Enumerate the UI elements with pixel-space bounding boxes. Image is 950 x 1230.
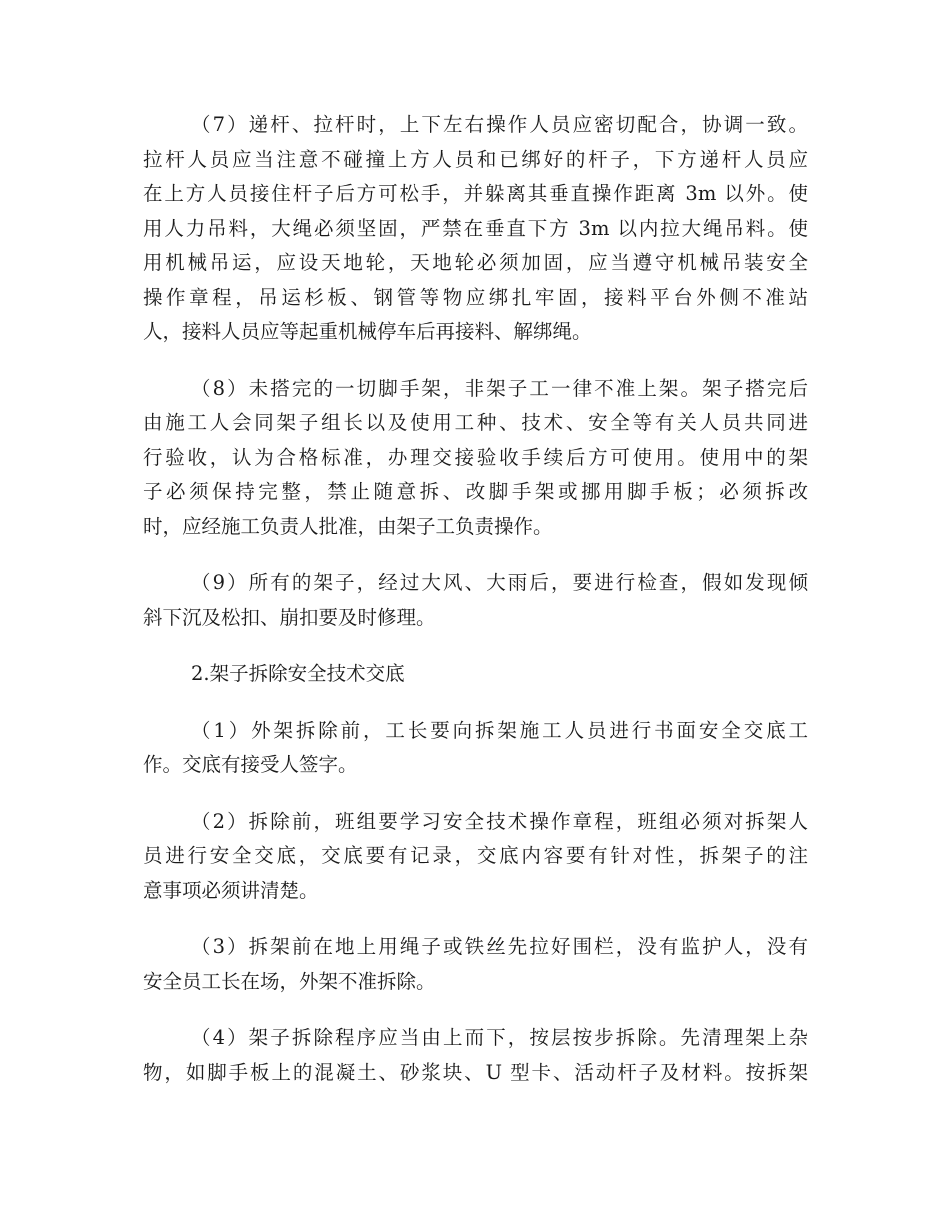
paragraph-item-9 [143, 566, 808, 635]
text-line: 作。交底有接受人签字。 [143, 753, 358, 776]
text-line: 行验收，认为合格标准，办理交接验收手续后方可使用。使用中的架 [143, 445, 808, 469]
text-line: 物，如脚手板上的混凝土、砂浆块、U 型卡、活动杆子及材料。按拆架 [143, 1060, 808, 1084]
text-line: 由施工人会同架子组长以及使用工种、技术、安全等有关人员共同进 [143, 411, 808, 434]
paragraph-spacer [143, 908, 808, 930]
paragraph-spacer [143, 350, 808, 372]
section-heading-text: 2.架子拆除安全技术交底 [191, 662, 405, 685]
text-line: 在上方人员接住杆子后方可松手，并躲离其垂直操作距离 3m 以外。使 [143, 182, 808, 205]
paragraph-dismantle-4 [143, 1021, 808, 1090]
text-line: 用机械吊运，应设天地轮，天地轮必须加固，应当遵守机械吊装安全 [143, 251, 808, 274]
paragraph-dismantle-2 [143, 805, 808, 909]
paragraph-spacer [143, 692, 808, 714]
paragraph-item-8 [143, 372, 808, 545]
text-line: （7）递杆、拉杆时，上下左右操作人员应密切配合，协调一致。 [191, 113, 808, 136]
paragraph-item-7 [143, 108, 808, 350]
text-line: 时，应经施工负责人批准，由架子工负责操作。 [143, 514, 553, 538]
text-line: 拉杆人员应当注意不碰撞上方人员和已绑好的杆子，下方递杆人员应 [143, 147, 808, 171]
text-line: 安全员工长在场，外架不准拆除。 [143, 969, 436, 993]
text-line: （3）拆架前在地上用绳子或铁丝先拉好围栏，没有监护人，没有 [191, 935, 808, 958]
paragraph-spacer [143, 544, 808, 566]
paragraph-dismantle-3 [143, 930, 808, 999]
text-line: 用人力吊料，大绳必须坚固，严禁在垂直下方 3m 以内拉大绳吊料。使 [143, 216, 808, 240]
text-line: （2）拆除前，班组要学习安全技术操作章程，班组必须对拆架人 [191, 809, 808, 833]
text-line: 人，接料人员应等起重机械停车后再接料、解绑绳。 [143, 320, 592, 343]
paragraph-dismantle-1 [143, 714, 808, 783]
paragraph-spacer [143, 635, 808, 657]
text-line: （8）未搭完的一切脚手架，非架子工一律不准上架。架子搭完后 [191, 376, 808, 400]
section-heading [143, 657, 808, 692]
text-line: 子必须保持完整，禁止随意拆、改脚手架或挪用脚手板；必须拆改 [143, 480, 808, 503]
text-line: （1）外架拆除前，工长要向拆架施工人员进行书面安全交底工 [191, 718, 808, 742]
text-line: 员进行安全交底，交底要有记录，交底内容要有针对性，拆架子的注 [143, 844, 808, 867]
text-line: 操作章程，吊运杉板、钢管等物应绑扎牢固，接料平台外侧不准站 [143, 285, 808, 309]
paragraph-spacer [143, 783, 808, 805]
paragraph-spacer [143, 999, 808, 1021]
text-line: 斜下沉及松扣、崩扣要及时修理。 [143, 605, 436, 629]
text-line: （9）所有的架子，经过大风、大雨后，要进行检查，假如发现倾 [191, 571, 808, 594]
document-body [143, 108, 808, 1090]
text-line: 意事项必须讲清楚。 [143, 878, 319, 902]
text-line: （4）架子拆除程序应当由上而下，按层按步拆除。先清理架上杂 [191, 1026, 808, 1049]
